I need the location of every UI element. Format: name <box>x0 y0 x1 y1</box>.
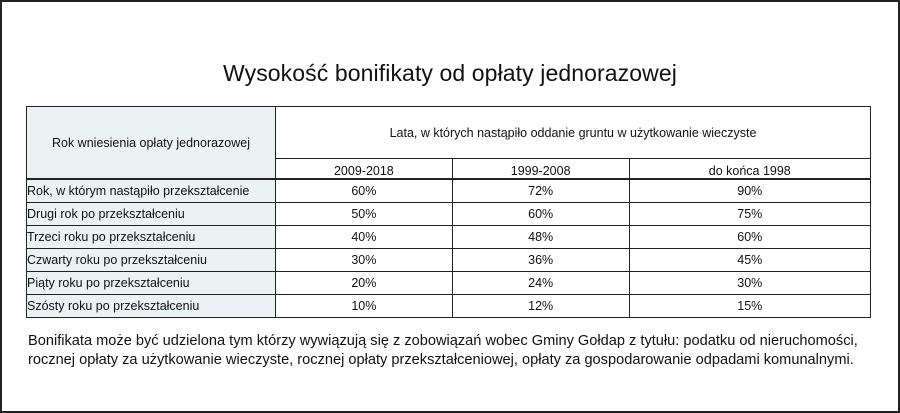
table-cell: 40% <box>276 226 453 249</box>
table-cell: 12% <box>452 295 629 318</box>
row-label: Szósty roku po przekształceniu <box>27 295 276 318</box>
table-cell: 24% <box>452 272 629 295</box>
note-line: rocznej opłaty za użytkowanie wieczyste, rocznej opłaty przekształceniowej, opłaty za gospodarowanie odpadami komunalnymi. <box>28 352 854 368</box>
column-header: do końca 1998 <box>629 159 870 180</box>
table-row <box>27 295 871 318</box>
row-label: Rok, w którym nastąpiło przekształcenie <box>27 179 276 203</box>
row-label: Piąty roku po przekształceniu <box>27 272 276 295</box>
table-cell: 36% <box>452 249 629 272</box>
page-title: Wysokość bonifikaty od opłaty jednorazowej <box>222 60 677 86</box>
row-label: Trzeci roku po przekształceniu <box>27 226 276 249</box>
table-cell: 75% <box>629 203 870 226</box>
table-cell: 20% <box>276 272 453 295</box>
table-cell: 90% <box>629 179 870 203</box>
table-cell: 60% <box>452 203 629 226</box>
table-cell: 72% <box>452 179 629 203</box>
corner-header: Rok wniesienia opłaty jednorazowej <box>27 107 276 180</box>
table-row <box>27 272 871 295</box>
table-cell: 30% <box>276 249 453 272</box>
row-label: Drugi rok po przekształceniu <box>27 203 276 226</box>
table-cell: 30% <box>629 272 870 295</box>
table-row <box>27 179 871 203</box>
table-row <box>27 226 871 249</box>
table-cell: 50% <box>276 203 453 226</box>
table-cell: 45% <box>629 249 870 272</box>
eligibility-note <box>28 332 888 370</box>
table-cell: 48% <box>452 226 629 249</box>
group-header: Lata, w których nastąpiło oddanie gruntu w użytkowanie wieczyste <box>276 107 871 159</box>
table-row <box>27 203 871 226</box>
table-cell: 15% <box>629 295 870 318</box>
bonus-table <box>26 106 871 318</box>
column-header: 1999-2008 <box>452 159 629 180</box>
table-cell: 60% <box>629 226 870 249</box>
table-row <box>27 249 871 272</box>
note-line: Bonifikata może być udzielona tym którzy wywiązują się z zobowiązań wobec Gminy Gołdap z tytułu: podatku od nieruchomości, <box>28 333 858 349</box>
column-header: 2009-2018 <box>276 159 453 180</box>
table-cell: 10% <box>276 295 453 318</box>
table-cell: 60% <box>276 179 453 203</box>
row-label: Czwarty roku po przekształceniu <box>27 249 276 272</box>
